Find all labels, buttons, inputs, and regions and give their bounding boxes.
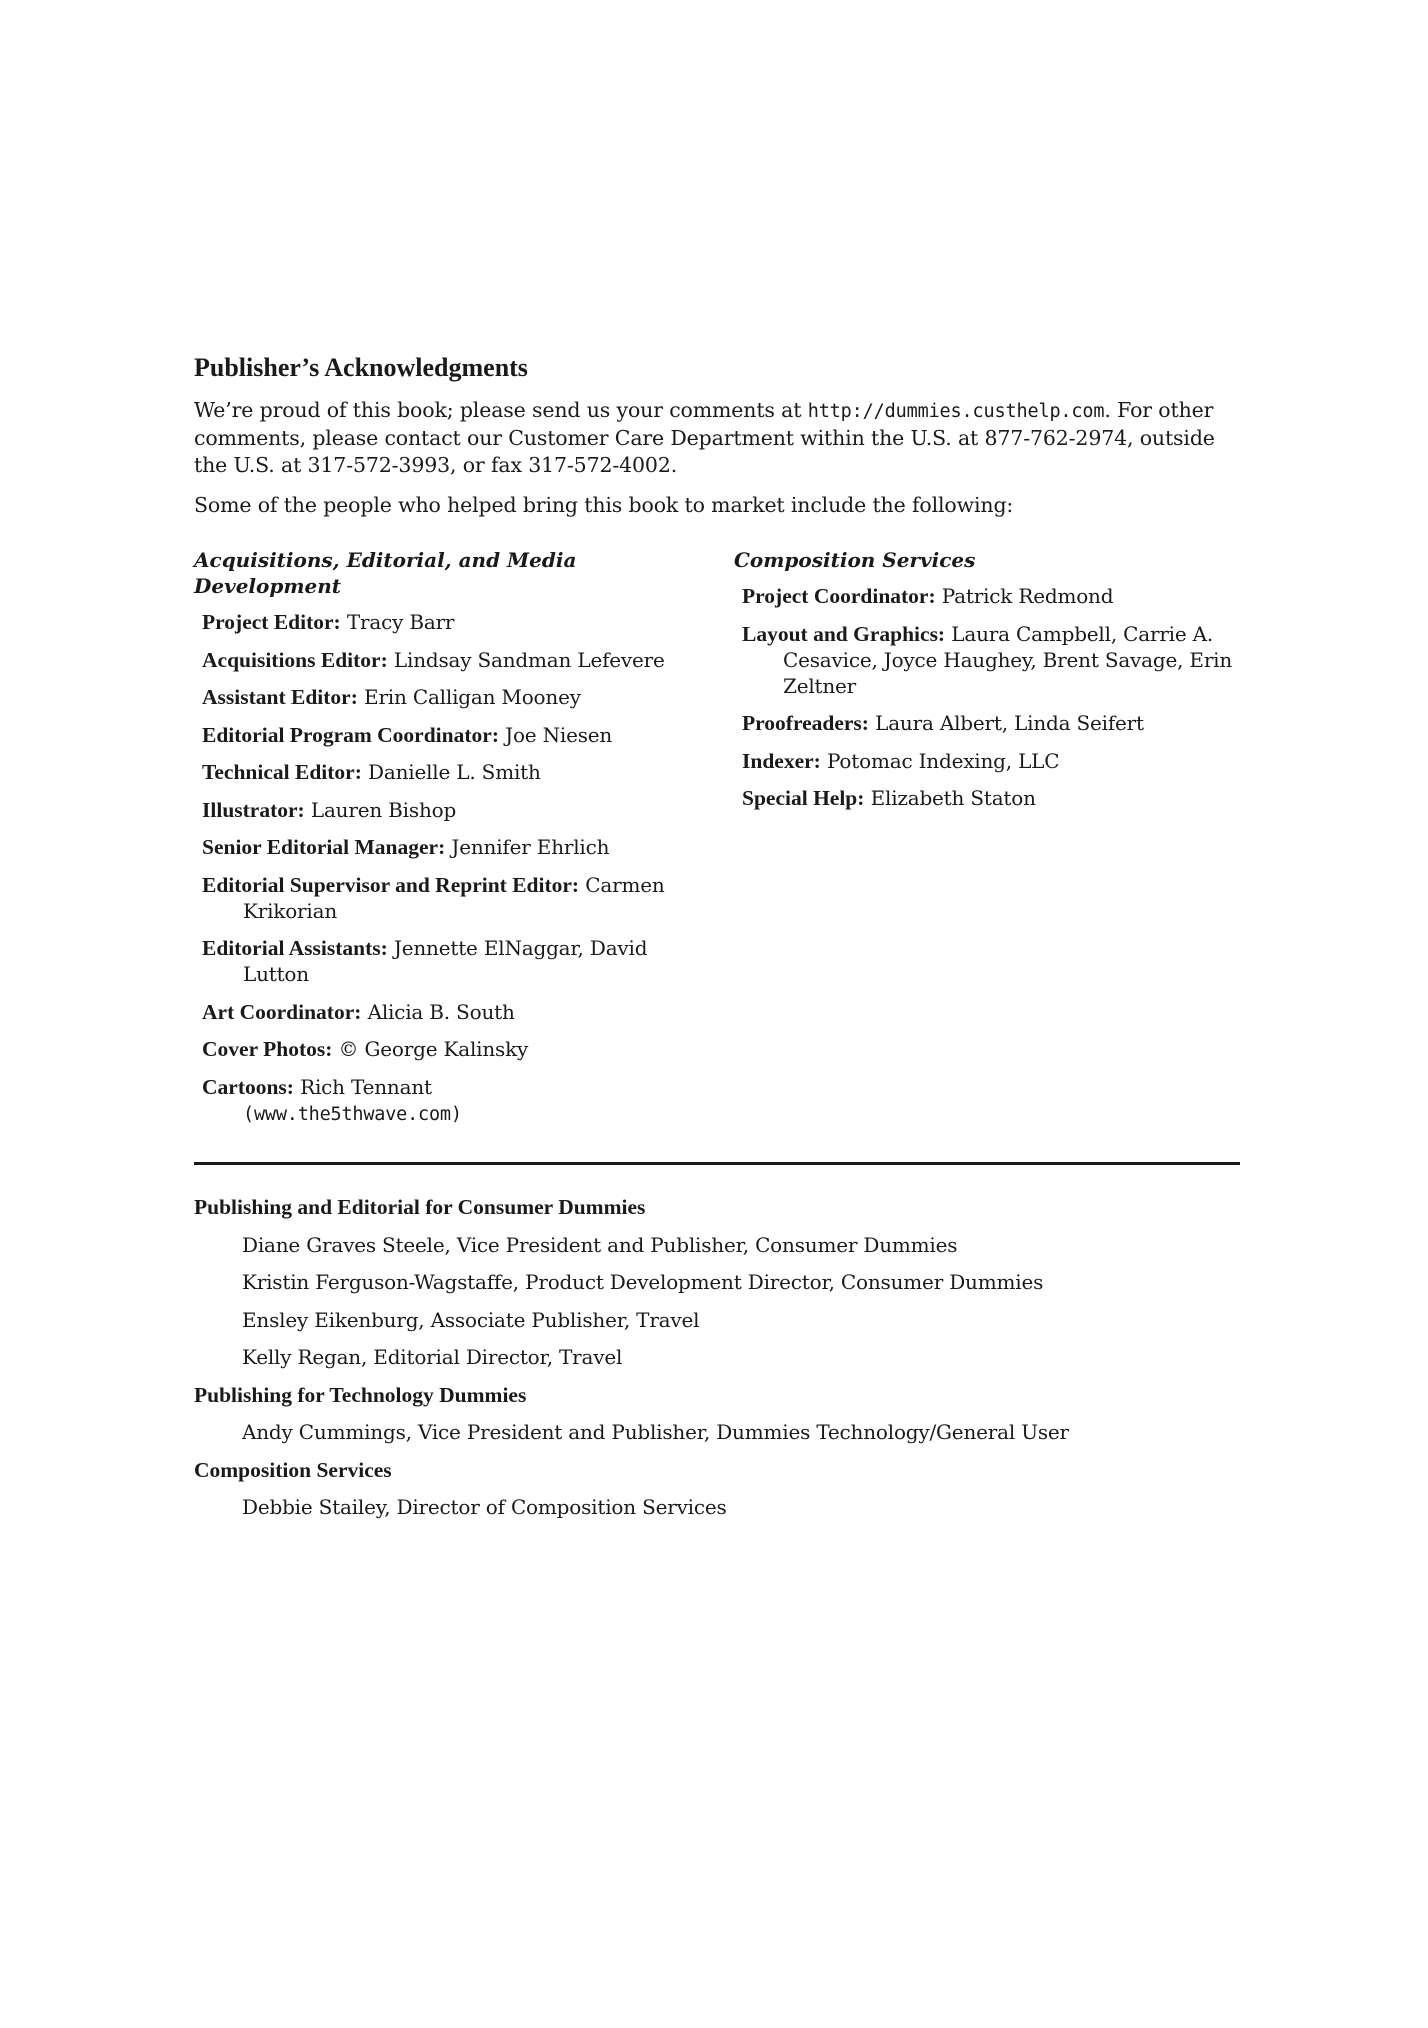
right-column-heading: Composition Services — [734, 548, 976, 573]
credit-entry — [194, 684, 714, 710]
left-credits-column — [194, 547, 714, 1139]
credit-name: Laura Albert, Linda Seifert — [868, 711, 1144, 736]
staff-line: Ensley Eikenburg, Associate Publisher, Travel — [242, 1307, 700, 1332]
credit-role: Senior Editorial Manager: — [202, 835, 446, 860]
credit-role: Art Coordinator: — [202, 999, 362, 1024]
credit-name: © George Kalinsky — [332, 1037, 529, 1062]
credit-name: Danielle L. Smith — [361, 760, 541, 785]
credit-name: Potomac Indexing, LLC — [820, 748, 1060, 773]
credit-name: Lauren Bishop — [304, 797, 457, 822]
page-title: Publisher’s Acknowledgments — [194, 353, 528, 382]
credit-role: Indexer: — [742, 748, 821, 773]
intro-text-after: . For other comments, please contact our Customer Care Department within the U.S. at 877-762-2974, outside the U.S. at 317-572-3993, or fax 317-572-4002. — [194, 398, 1215, 478]
staff-line: Diane Graves Steele, Vice President and Publisher, Consumer Dummies — [242, 1232, 958, 1257]
section-heading: Publishing for Technology Dummies — [194, 1382, 527, 1407]
credit-entry — [194, 759, 714, 785]
credit-role: Technical Editor: — [202, 760, 362, 785]
credit-entry — [194, 935, 714, 987]
credit-entry — [194, 797, 714, 823]
credit-entry — [194, 647, 714, 673]
publishing-staff-section — [194, 1194, 1240, 1532]
credit-role: Illustrator: — [202, 797, 305, 822]
credit-entry — [194, 1036, 714, 1062]
credit-name: Lindsay Sandman Lefevere — [387, 647, 665, 672]
credit-role: Project Editor: — [202, 610, 341, 635]
credit-role: Cartoons: — [202, 1074, 294, 1099]
credit-role: Editorial Assistants: — [202, 936, 388, 961]
credit-name: Laura Campbell, Carrie A. Cesavice, Joyce Haughey, Brent Savage, Erin Zeltner — [783, 621, 1233, 698]
credit-role: Cover Photos: — [202, 1037, 333, 1062]
intro-paragraph — [194, 397, 1240, 479]
credit-name: Alicia B. South — [361, 999, 515, 1024]
staff-line: Debbie Stailey, Director of Composition Services — [242, 1495, 727, 1519]
credit-role: Editorial Supervisor and Reprint Editor: — [202, 872, 580, 897]
credit-entry — [734, 583, 1240, 609]
credit-entry — [194, 999, 714, 1025]
credit-entry — [734, 621, 1240, 699]
credit-entry — [194, 722, 714, 748]
acknowledgments-page — [194, 352, 1240, 1157]
staff-line: Andy Cummings, Vice President and Publisher, Dummies Technology/General User — [242, 1420, 1069, 1444]
section-heading: Publishing and Editorial for Consumer Dummies — [194, 1195, 646, 1219]
credit-entry — [194, 834, 714, 860]
credit-name: Patrick Redmond — [935, 584, 1114, 609]
staff-line: Kelly Regan, Editorial Director, Travel — [242, 1345, 623, 1369]
credit-entry-cartoons — [194, 1074, 714, 1128]
credit-entry — [734, 785, 1240, 811]
credit-role: Special Help: — [742, 786, 865, 811]
cartoons-url[interactable]: (www.the5thwave.com) — [243, 1103, 462, 1125]
credit-role: Proofreaders: — [742, 711, 869, 736]
credit-entry — [734, 748, 1240, 774]
credit-role: Project Coordinator: — [742, 584, 936, 609]
credit-role: Assistant Editor: — [202, 685, 358, 710]
credit-name: Carmen Krikorian — [243, 872, 665, 923]
left-column-heading: Acquisitions, Editorial, and Media Development — [194, 548, 577, 599]
credit-name: Rich Tennant — [293, 1074, 432, 1099]
credits-columns — [194, 547, 1240, 1157]
credit-name: Tracy Barr — [340, 610, 455, 635]
credit-name: Erin Calligan Mooney — [357, 685, 581, 710]
credit-entry — [194, 609, 714, 635]
intro-text-before: We’re proud of this book; please send us your comments at — [194, 398, 808, 423]
credit-name: Jennette ElNaggar, David Lutton — [243, 936, 648, 987]
staff-line: Kristin Ferguson-Wagstaffe, Product Development Director, Consumer Dummies — [242, 1270, 1044, 1294]
credit-entry — [734, 710, 1240, 736]
credit-name: Jennifer Ehrlich — [445, 835, 610, 860]
credit-role: Acquisitions Editor: — [202, 647, 388, 672]
credit-name: Elizabeth Staton — [864, 786, 1036, 811]
credit-role: Editorial Program Coordinator: — [202, 722, 499, 747]
credit-entry — [194, 872, 714, 924]
credit-name: Joe Niesen — [498, 722, 613, 747]
section-divider — [194, 1162, 1240, 1165]
section-heading: Composition Services — [194, 1457, 392, 1482]
intro-note: Some of the people who helped bring this book to market include the following: — [194, 493, 1014, 518]
feedback-url[interactable]: http://dummies.custhelp.com — [807, 401, 1105, 423]
right-credits-column — [734, 547, 1240, 823]
credit-role: Layout and Graphics: — [742, 621, 946, 646]
